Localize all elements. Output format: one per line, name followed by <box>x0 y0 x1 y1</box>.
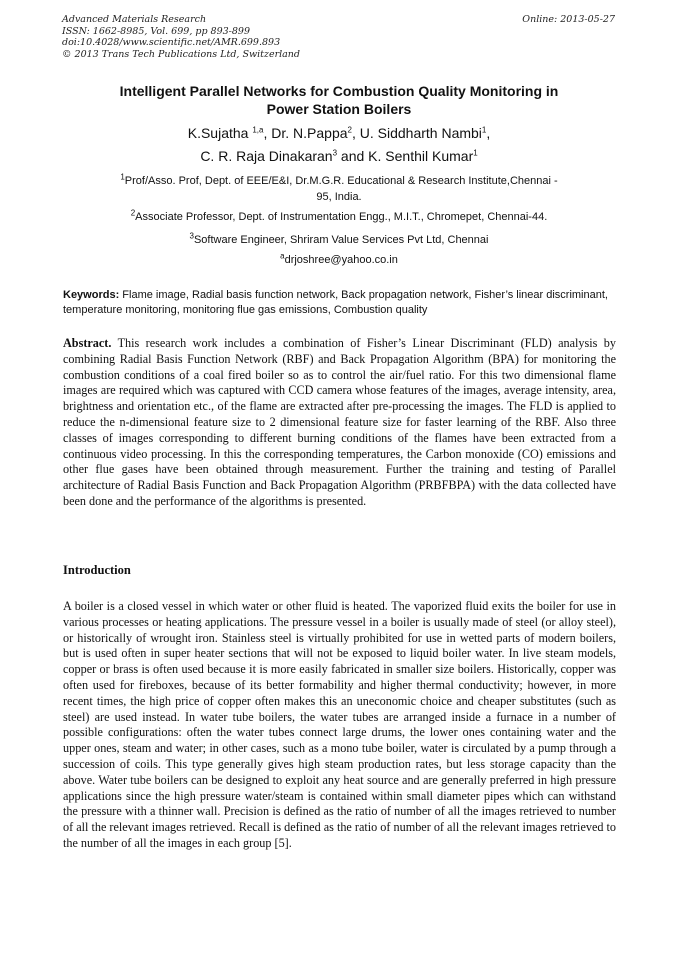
author-affil-mark: 1,a <box>252 125 264 135</box>
author-list <box>62 122 616 168</box>
affiliation-3 <box>62 232 616 248</box>
affiliation-1 <box>62 173 616 205</box>
author-affil-mark: 2 <box>347 125 352 135</box>
affiliation-mark: 3 <box>189 231 194 241</box>
abstract-text: This research work includes a combination of Fisher’s Linear Discriminant (FLD) analysis by combining Radial Basis Function Network (RBF) and Back Propagation Algorithm (BPA) for monitoring the combustion conditions of a coal fired boiler so as to control the air/fuel ratio. For this two dimensional flame images are required which was captured with CCD camera whose features of the images, average intensity, area, brightness and orientation etc., of the flame are extracted after pre-processing the images. The FLD is applied to reduce the n-dimensional feature size to 2 dimensional feature size for faster learning of the RBF. Also three classes of images corresponding to different burning conditions of the flames have been extracted from a continuous video processing. In this the corresponding temperatures, the Carbon monoxide (CO) emissions and other flue gases have been obtained through measurement. Further the training and testing of Parallel architecture of Radial Basis Function and Back Propagation Algorithm (PRBFBPA) with the data collected have been done and the performance of the algorithms is presented. <box>63 336 616 508</box>
affiliation-2 <box>62 209 616 225</box>
section-heading-introduction: Introduction <box>63 563 131 577</box>
journal-doi: doi:10.4028/www.scientific.net/AMR.699.893 <box>62 37 281 48</box>
author-name: K.Sujatha <box>187 125 253 141</box>
corresponding-email <box>62 252 616 268</box>
author-affil-mark: 1 <box>481 125 487 135</box>
online-date: Online: 2013-05-27 <box>522 14 615 25</box>
email-address: drjoshree@yahoo.co.in <box>284 254 398 266</box>
affiliation-text: Software Engineer, Shriram Value Services Pvt Ltd, Chennai <box>193 234 489 246</box>
abstract-label: Abstract. <box>63 336 112 350</box>
affiliation-text-cont: 95, India. <box>316 191 362 203</box>
author-line-1 <box>62 122 616 145</box>
affiliation-mark: 1 <box>120 172 125 182</box>
affiliation-mark: 2 <box>130 208 136 218</box>
author-name: , Dr. N.Pappa <box>263 125 348 141</box>
affiliation-text: Associate Professor, Dept. of Instrumentation Engg., M.I.T., Chromepet, Chennai-44. <box>135 211 548 223</box>
journal-header <box>62 14 300 60</box>
email-mark: a <box>280 251 285 261</box>
author-line-2 <box>62 145 616 168</box>
title-line-2: Power Station Boilers <box>266 101 412 117</box>
author-affil-mark: 3 <box>332 148 338 158</box>
keywords-block <box>63 288 616 318</box>
journal-issn: ISSN: 1662-8985, Vol. 699, pp 893-899 <box>62 25 251 37</box>
author-name: , U. Siddharth Nambi <box>351 125 482 141</box>
keywords-label: Keywords: <box>63 289 120 301</box>
journal-copyright: © 2013 Trans Tech Publications Ltd, Switzerland <box>62 48 301 60</box>
journal-name: Advanced Materials Research <box>62 14 207 25</box>
title-line-1: Intelligent Parallel Networks for Combustion Quality Monitoring in <box>119 83 559 99</box>
author-name: and K. Senthil Kumar <box>337 148 474 164</box>
author-affil-mark: 1 <box>473 148 478 158</box>
paper-title <box>62 82 616 118</box>
author-name: C. R. Raja Dinakaran <box>200 148 333 164</box>
affiliation-text: Prof/Asso. Prof, Dept. of EEE/E&I, Dr.M.G.R. Educational & Research Institute,Chennai - <box>124 175 558 187</box>
abstract-block <box>63 336 616 510</box>
keywords-text: Flame image, Radial basis function network, Back propagation network, Fisher’s linear discriminant, temperature monitoring, monitoring flue gas emissions, Combustion quality <box>63 289 608 316</box>
introduction-paragraph: A boiler is a closed vessel in which water or other fluid is heated. The vaporized fluid exits the boiler for use in various processes or heating applications. The pressure vessel in a boiler is usually made of steel (or alloy steel), or historically of wrought iron. Stainless steel is virtually prohibited for use in wetted parts of modern boilers, but is used often in super heater sections that will not be exposed to liquid boiler water. In live steam models, copper or brass is often used because it is more easily fabricated in smaller size boilers. Historically, copper was often used for fireboxes, because of its better formability and higher thermal conductivity; however, in more recent times, the high price of copper often makes this an uneconomic choice and cheaper substitutes (such as steel) are used instead. In water tube boilers, the water tubes are arranged inside a furnace in a number of possible configurations: often the water tubes connect large drums, the lower ones containing water and the upper ones, steam and water; in other cases, such as a mono tube boiler, water is circulated by a pump through a succession of coils. This type generally gives high steam production rates, but less storage capacity than the above. Water tube boilers can be designed to exploit any heat source and are generally preferred in high pressure applications since the high pressure water/steam is contained within small diameter pipes which can withstand the pressure with a thinner wall. Precision is defined as the ratio of number of all the images retrieved to number of all the relevant images retrieved. Recall is defined as the ratio of number of all the relevant images retrieved to the number of all the images in each group [5]. <box>63 599 616 850</box>
author-separator: , <box>486 125 491 141</box>
